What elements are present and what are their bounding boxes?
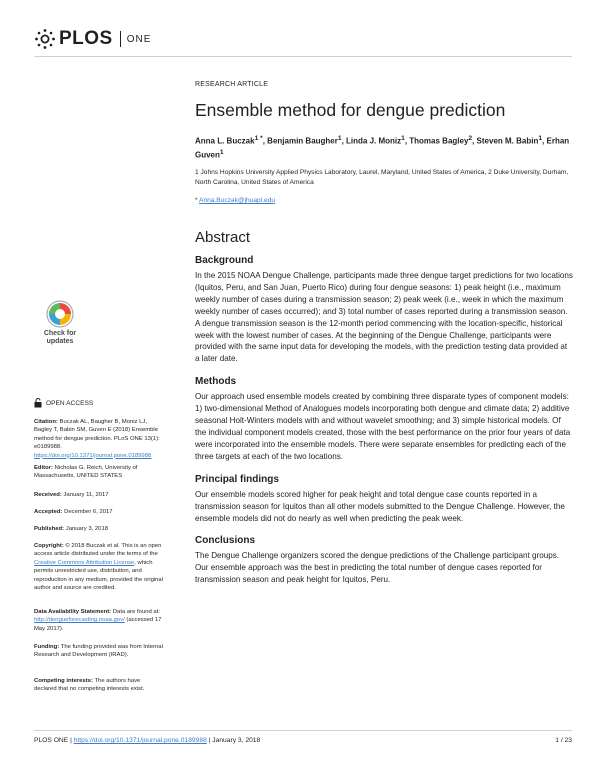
data-availability-text-a: Data are found at: [112,609,160,615]
competing-interests-text: The authors have declared that no competing interests exist. [34,678,145,693]
crossmark-line2: updates [46,338,74,345]
editor-text: Nicholas G. Reich, University of Massachusetts, UNITED STATES [34,465,138,480]
brand-name: PLOS [59,28,113,49]
journal-name: ONE [126,33,152,45]
author-list [195,133,573,160]
published-block [34,525,164,533]
open-access-label [34,398,93,408]
competing-interests-label: Competing interests: [34,678,93,684]
abstract-heading: Abstract [195,229,251,246]
affiliations: 1 Johns Hopkins University Applied Physics Laboratory, Laurel, Maryland, United States of America, 2 Duke University, Durham, North Carolina, United States of America [195,169,569,186]
funding-block [34,643,164,660]
check-for-updates-badge[interactable] [34,299,86,351]
data-availability-text-b: (accessed 17 May 2017). [34,617,162,632]
copyright-text-b: , which permits unrestricted use, distribution, and reproduction in any medium, provided the original author and source are credited. [34,559,164,592]
editor-label: Editor: [34,465,53,471]
copyright-text-a: © 2018 Buczak et al. This is an open access article distributed under the terms of the [34,543,162,558]
background-heading: Background [195,255,254,266]
author-affil-sup: 1 [219,148,224,156]
author-name[interactable]: , Thomas Bagley [404,136,469,146]
open-lock-icon [34,398,42,408]
author-affil-sup: 1 * [254,135,263,142]
citation-block [34,418,164,460]
header-rule [34,56,572,57]
author-affil-sup: 1 [337,135,342,142]
background-text: In the 2015 NOAA Dengue Challenge, participants made three dengue target predictions for two locations (Iquitos, Peru, and San Juan, Puerto Rico) during four dengue seasons: 1) peak height (i.e., maximum weekly number of cases during a transmission season; 2) peak week (i.e., week in which the maximum weekly number of cases occurred); and 3) total number of cases reported during a transmission season. A dengue transmission season is the 12-month period commencing with the location-specific, historical week with the lowest number of cases. At the beginning of the Dengue Challenge, participants were provided with the same input data for developing the models, with the prediction testing data provided at a later date. [195,271,573,364]
corresponding-email [195,197,573,204]
copyright-label: Copyright: [34,543,64,549]
editor-block [34,464,164,481]
plos-one-logo[interactable] [34,28,151,50]
conclusions-heading: Conclusions [195,535,256,547]
page-footer [34,737,572,744]
citation-doi-link[interactable]: https://doi.org/10.1371/journal.pone.0189988 [34,452,152,459]
footer-journal: PLOS ONE [34,737,69,744]
methods-heading: Methods [195,376,237,388]
footer-separator-2: | [208,737,211,744]
conclusions-text: The Dengue Challenge organizers scored the dengue predictions of the Challenge participant groups. Our ensemble approach was the best in predicting the total number of dengue cases reported for transmission season and peak height for Iquitos, Peru. [195,551,560,585]
author-name[interactable]: , Steven M. Babin [472,136,539,146]
crossmark-line1: Check for [43,330,77,337]
article-title: Ensemble method for dengue prediction [195,100,506,120]
data-availability-label: Data Availability Statement: [34,609,112,615]
noaa-data-link[interactable]: http://dengueforecasting.noaa.gov/ [34,617,125,624]
footer-date: January 3, 2018 [212,737,261,744]
accepted-block [34,508,164,516]
author-name[interactable]: , Benjamin Baugher [262,136,338,146]
received-block [34,491,164,499]
author-name[interactable]: , Linda J. Moniz [341,136,402,146]
crossmark-icon [34,299,86,329]
article-type: RESEARCH ARTICLE [195,81,269,88]
published-label: Published: [34,526,65,532]
cc-license-link[interactable]: Creative Commons Attribution License [34,559,135,566]
accepted-date: December 6, 2017 [64,509,113,515]
abstract-body [195,255,573,586]
open-access-text: OPEN ACCESS [46,399,94,407]
competing-interests-block [34,677,164,694]
author-affil-sup: 2 [468,135,473,142]
funding-text: The funding provided was from Internal Research and Development (IRAD). [34,644,163,659]
page-number: 1 / 23 [555,737,572,744]
logo-divider [120,31,121,47]
footer-doi-link[interactable]: https://doi.org/10.1371/journal.pone.0189988 [73,737,207,744]
citation-text: Buczak AL, Baugher B, Moniz LJ, Bagley T, Babin SM, Guven E (2018) Ensemble method for dengue prediction. PLoS ONE 13(1): e0189988. [34,419,160,451]
data-availability-block [34,608,164,633]
email-prefix: * [195,197,200,204]
author-affil-sup: 1 [401,135,405,142]
citation-label: Citation: [34,419,58,425]
findings-heading: Principal findings [195,473,279,485]
author-name[interactable]: Anna L. Buczak [195,136,255,146]
published-date: January 3, 2018 [65,526,108,532]
footer-rule [34,730,572,731]
author-affil-sup: 1 [538,135,543,142]
author-name[interactable]: , Erhan Guven [195,136,570,160]
footer-separator: | [70,737,72,744]
email-link[interactable]: Anna.Buczak@jhuapl.edu [199,197,276,204]
received-label: Received: [34,492,62,498]
accepted-label: Accepted: [34,509,63,515]
funding-label: Funding: [34,644,60,650]
received-date: January 11, 2017 [63,492,109,498]
methods-text: Our approach used ensemble models created by combining three disparate types of component models: 1) two-dimensional Method of Analogues models incorporating both dengue and climate data; 2) additive seasonal Holt-Winters models with and without wavelet smoothing; and 3) simple historical models. Of the individual component models created, those with the best performance on the prior four years of data were incorporated into the ensemble models. There were separate ensembles for predicting each of the three targets at each of the two locations. [195,392,571,461]
plos-sun-icon [34,28,56,50]
copyright-block [34,542,164,592]
findings-text: Our ensemble models scored higher for peak height and total dengue case counts reported in a transmission season for Iquitos than all other models submitted to the Dengue Challenge. However, the ensemble models did not do nearly as well when predicting the peak week. [195,489,565,523]
